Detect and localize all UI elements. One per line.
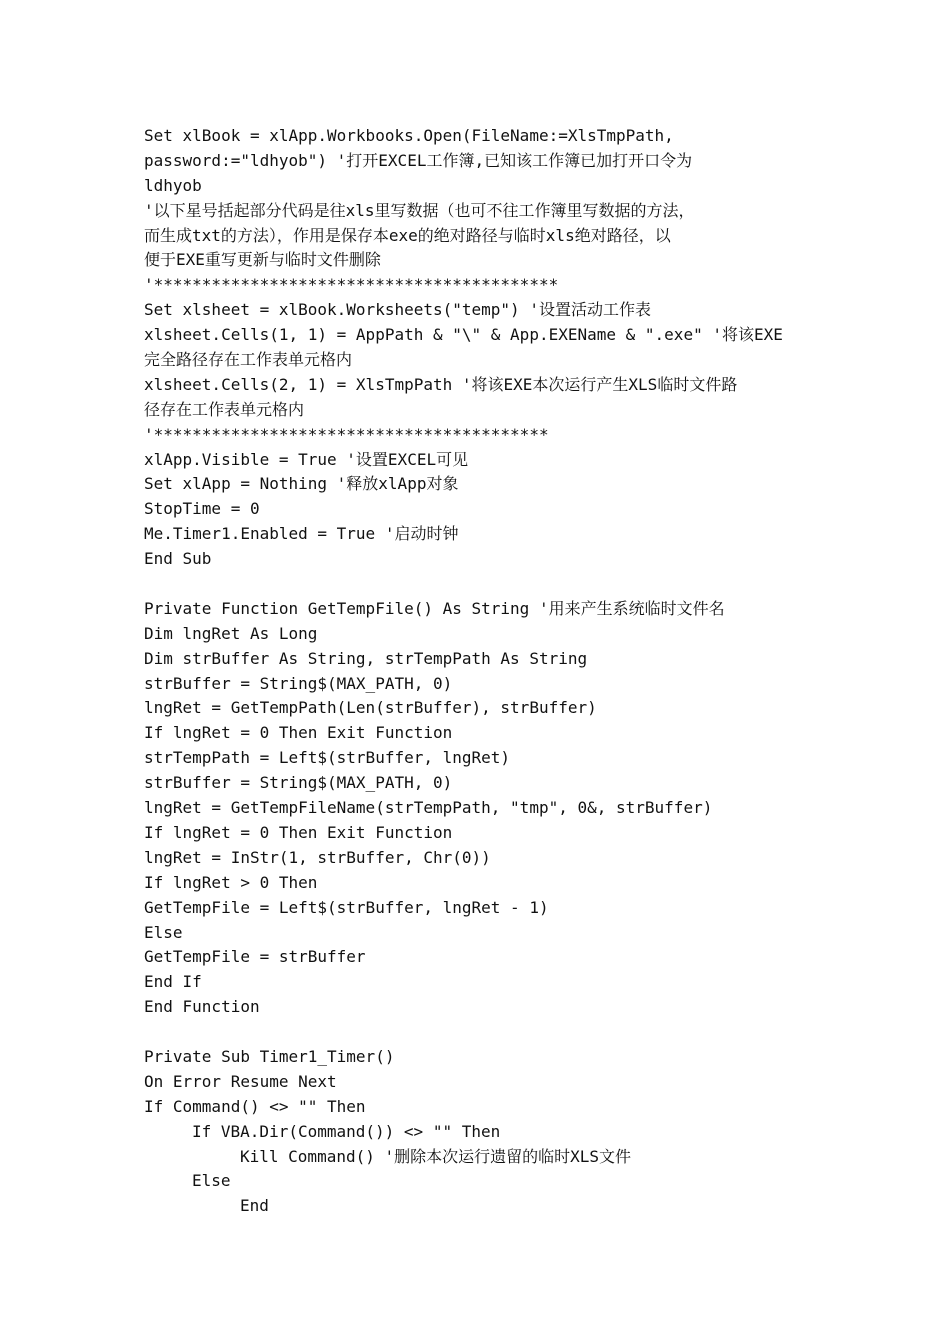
code-line: Set xlBook = xlApp.Workbooks.Open(FileName:=XlsTmpPath, bbox=[144, 126, 674, 145]
code-line: 径存在工作表单元格内 bbox=[144, 399, 305, 419]
code-line: lngRet = GetTempFileName(strTempPath, "tmp", 0&, strBuffer) bbox=[144, 798, 713, 818]
code-line: Private Function GetTempFile() As String '用来产生系统临时文件名 bbox=[144, 598, 725, 618]
code-line: End bbox=[240, 1196, 269, 1216]
code-line: Else bbox=[144, 922, 183, 942]
code-line: Private Sub Timer1_Timer() bbox=[144, 1046, 395, 1066]
code-line: If Command() <> "" Then bbox=[144, 1096, 366, 1116]
code-line: 便于EXE重写更新与临时文件删除 bbox=[144, 250, 381, 270]
code-line: If lngRet > 0 Then bbox=[144, 872, 318, 892]
code-line: Else bbox=[192, 1171, 231, 1191]
code-line: strBuffer = String$(MAX_PATH, 0) bbox=[144, 673, 453, 693]
code-line: lngRet = GetTempPath(Len(strBuffer), strBuffer) bbox=[144, 698, 597, 718]
code-line: StopTime = 0 bbox=[144, 499, 260, 519]
code-line: password:="ldhyob") '打开EXCEL工作簿,已知该工作簿已加打开口令为 bbox=[144, 150, 693, 170]
code-line: lngRet = InStr(1, strBuffer, Chr(0)) bbox=[144, 847, 491, 867]
code-line: '***************************************** bbox=[144, 424, 549, 444]
code-line: End Sub bbox=[144, 549, 212, 569]
code-line: strBuffer = String$(MAX_PATH, 0) bbox=[144, 773, 453, 793]
code-line: GetTempFile = strBuffer bbox=[144, 947, 366, 967]
code-line: Dim lngRet As Long bbox=[144, 623, 318, 643]
code-line: xlsheet.Cells(1, 1) = AppPath & "\" & App.EXEName & ".exe" '将该EXE bbox=[144, 325, 783, 345]
code-line: End Function bbox=[144, 997, 260, 1017]
code-line: On Error Resume Next bbox=[144, 1071, 337, 1091]
code-line: '****************************************** bbox=[144, 275, 559, 295]
code-line: 而生成txt的方法），作用是保存本exe的绝对路径与临时xls绝对路径，以 bbox=[144, 225, 671, 245]
code-line: strTempPath = Left$(strBuffer, lngRet) bbox=[144, 748, 511, 768]
code-line: xlsheet.Cells(2, 1) = XlsTmpPath '将该EXE本次运行产生XLS临时文件路 bbox=[144, 374, 738, 394]
code-line: ldhyob bbox=[144, 175, 202, 195]
code-line: Dim strBuffer As String, strTempPath As String bbox=[144, 648, 588, 668]
code-line: 完全路径存在工作表单元格内 bbox=[144, 350, 353, 370]
code-line: Set xlApp = Nothing '释放xlApp对象 bbox=[144, 474, 459, 494]
code-line: If lngRet = 0 Then Exit Function bbox=[144, 723, 453, 743]
code-line: Me.Timer1.Enabled = True '启动时钟 bbox=[144, 524, 459, 544]
code-line: If VBA.Dir(Command()) <> "" Then bbox=[192, 1121, 501, 1141]
blank-line bbox=[144, 572, 804, 597]
code-line: End If bbox=[144, 972, 202, 992]
code-line: If lngRet = 0 Then Exit Function bbox=[144, 822, 453, 842]
blank-line bbox=[144, 1020, 804, 1045]
code-line: Set xlsheet = xlBook.Worksheets("temp") '设置活动工作表 bbox=[144, 300, 651, 320]
code-line: Kill Command() '删除本次运行遗留的临时XLS文件 bbox=[240, 1146, 632, 1166]
code-line: '以下星号括起部分代码是往xls里写数据（也可不往工作簿里写数据的方法， bbox=[144, 200, 695, 220]
code-line: GetTempFile = Left$(strBuffer, lngRet - 1) bbox=[144, 897, 549, 917]
code-listing bbox=[144, 124, 804, 1219]
code-line: xlApp.Visible = True '设置EXCEL可见 bbox=[144, 449, 469, 469]
